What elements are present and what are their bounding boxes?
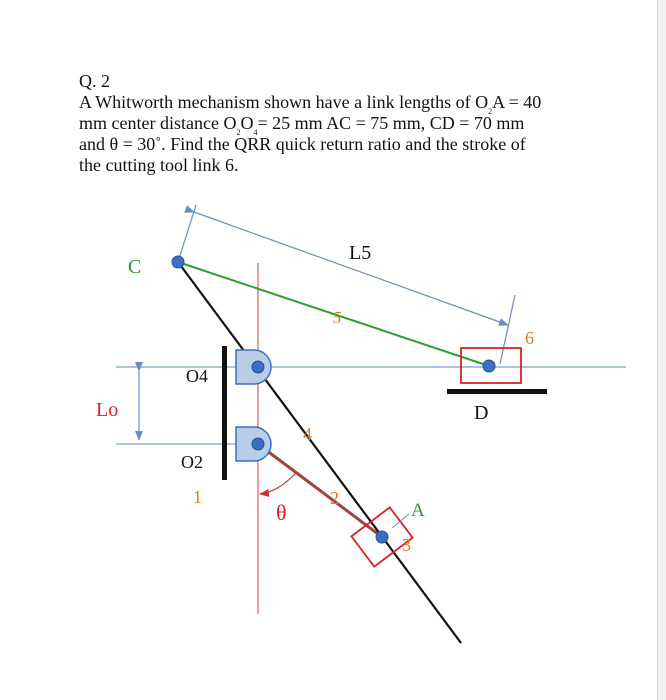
- frame-bar-vertical: [222, 346, 227, 480]
- joint-d: [483, 360, 495, 372]
- label-lo: Lo: [96, 399, 119, 421]
- joint-o2: [252, 438, 264, 450]
- label-l5: L5: [349, 242, 372, 264]
- label-o2: O2: [181, 452, 203, 472]
- label-a: A: [411, 500, 425, 521]
- joint-a: [376, 531, 388, 543]
- label-d: D: [474, 402, 489, 424]
- label-link-1: 1: [193, 487, 202, 507]
- question-line-3: and θ = 30˚. Find the QRR quick return ratio and the stroke of: [79, 134, 526, 154]
- label-theta: θ: [276, 500, 287, 525]
- label-link-6: 6: [525, 328, 534, 348]
- l5-extension-left: [178, 205, 196, 262]
- theta-arc: [260, 472, 297, 494]
- joint-o4: [252, 361, 264, 373]
- label-link-4: 4: [303, 424, 312, 444]
- label-link-5: 5: [333, 308, 342, 327]
- frame-bar-horizontal: [447, 389, 547, 394]
- joint-c: [172, 256, 184, 268]
- label-c: C: [128, 256, 142, 278]
- question-line-1: A Whitworth mechanism shown have a link lengths of $O_2A = 40$: [79, 92, 542, 116]
- label-link-3: 3: [402, 535, 411, 555]
- question-number: Q. 2: [79, 71, 110, 91]
- label-o4: O4: [186, 366, 208, 386]
- l5-extension-right: [500, 295, 515, 364]
- link-4: [178, 262, 461, 643]
- label-link-2: 2: [330, 488, 339, 508]
- question-line-2: mm center distance $O_2O_4= 25$ mm AC = 75 mm, CD = 70 mm: [79, 113, 525, 137]
- question-line-4: the cutting tool link 6.: [79, 155, 239, 175]
- l5-dimension-arrow: [194, 212, 508, 325]
- a-label-pointer: [392, 514, 409, 528]
